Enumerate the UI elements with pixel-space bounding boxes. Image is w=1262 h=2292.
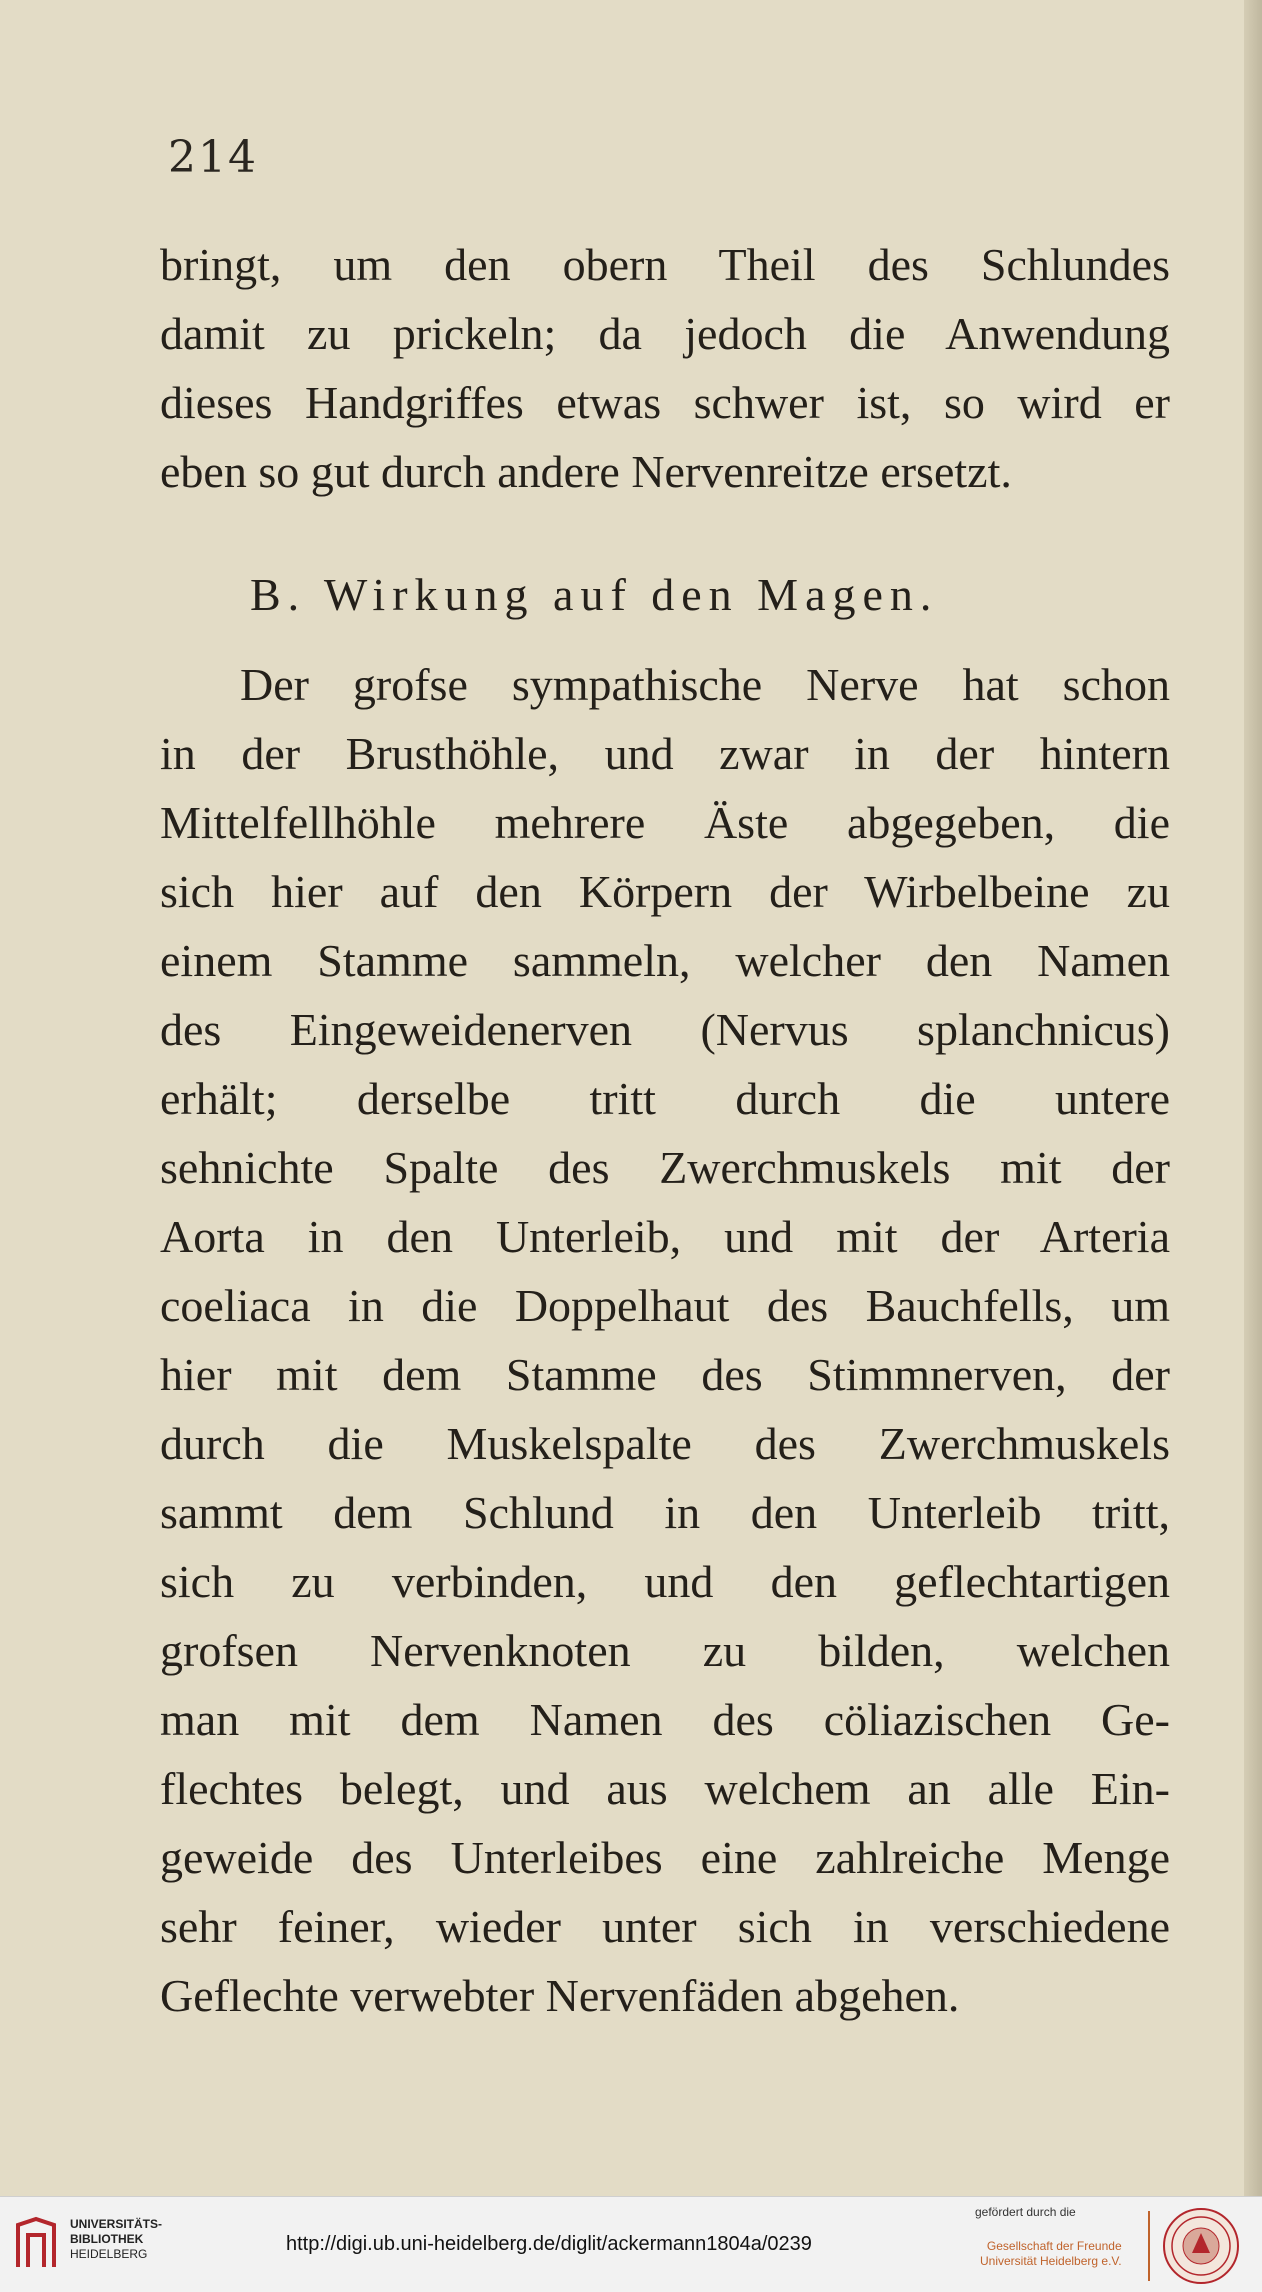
funder-name-line: Universität Heidelberg e.V. (980, 2254, 1122, 2268)
text-line: in der Brusthöhle, und zwar in der hintern (160, 728, 1170, 779)
page-number: 214 (168, 132, 258, 183)
text-line: sich hier auf den Körpern der Wirbelbeine zu (160, 866, 1170, 917)
funded-by-label: gefördert durch die (975, 2205, 1076, 2219)
text-line: sich zu verbinden, und den geflechtartigen (160, 1556, 1170, 1607)
funder-name-line: Gesellschaft der Freunde (986, 2239, 1122, 2253)
text-line: hier mit dem Stamme des Stimmnerven, der (160, 1349, 1170, 1400)
text-line: coeliaca in die Doppelhaut des Bauchfells, um (160, 1280, 1170, 1331)
text-line: dieses Handgriffes etwas schwer ist, so wird er (160, 377, 1170, 428)
funder-name (980, 2239, 1122, 2269)
paragraph (160, 650, 1170, 2030)
funder-divider (1148, 2211, 1150, 2281)
footer-bar (0, 2196, 1262, 2292)
permalink-url[interactable]: http://digi.ub.uni-heidelberg.de/diglit/ackermann1804a/0239 (286, 2233, 812, 2255)
text-line: einem Stamme sammeln, welcher den Namen (160, 935, 1170, 986)
text-line: damit zu prickeln; da jedoch die Anwendung (160, 308, 1170, 359)
text-line: durch die Muskelspalte des Zwerchmuskels (160, 1418, 1170, 1469)
library-logo-icon (14, 2215, 58, 2271)
text-line: bringt, um den obern Theil des Schlundes (160, 239, 1170, 290)
library-name-line: BIBLIOTHEK (70, 2232, 144, 2246)
university-seal-icon (1162, 2207, 1240, 2285)
text-line: sehr feiner, wieder unter sich in verschiedene (160, 1901, 1170, 1952)
text-line: eben so gut durch andere Nervenreitze ersetzt. (160, 446, 1012, 497)
text-line: grofsen Nervenknoten zu bilden, welchen (160, 1625, 1170, 1676)
section-heading: B. Wirkung auf den Magen. (250, 569, 939, 620)
page-edge (1244, 0, 1262, 2196)
library-name-line: UNIVERSITÄTS- (70, 2217, 163, 2231)
text-line: des Eingeweidenerven (Nervus splanchnicus) (160, 1004, 1170, 1055)
top-text-block (160, 230, 1170, 506)
text-line: flechtes belegt, und aus welchem an alle Ein- (160, 1763, 1170, 1814)
text-line: Mittelfellhöhle mehrere Äste abgegeben, die (160, 797, 1170, 848)
text-line: erhält; derselbe tritt durch die untere (160, 1073, 1170, 1124)
library-name (70, 2217, 162, 2262)
text-line: man mit dem Namen des cöliazischen Ge- (160, 1694, 1170, 1745)
text-line: Aorta in den Unterleib, und mit der Arteria (160, 1211, 1170, 1262)
text-line: sehnichte Spalte des Zwerchmuskels mit der (160, 1142, 1170, 1193)
text-line: sammt dem Schlund in den Unterleib tritt, (160, 1487, 1170, 1538)
text-line: Geflechte verwebter Nervenfäden abgehen. (160, 1970, 960, 2021)
text-line: Der grofse sympathische Nerve hat schon (240, 659, 1170, 710)
library-name-line: HEIDELBERG (70, 2247, 148, 2261)
text-line: geweide des Unterleibes eine zahlreiche Menge (160, 1832, 1170, 1883)
